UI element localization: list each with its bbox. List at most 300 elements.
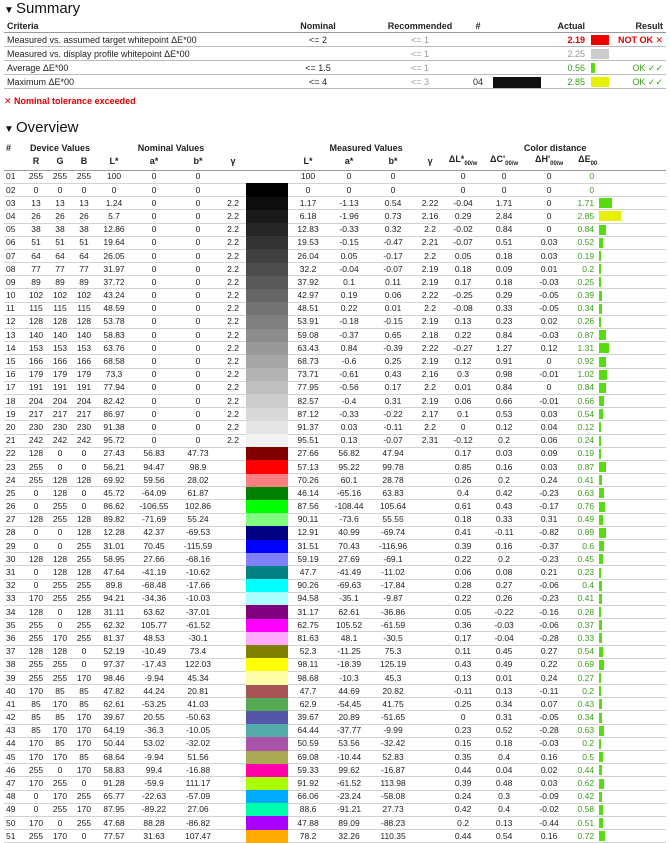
cell-L: 0 (96, 183, 132, 196)
delta-e-bar-cell (596, 197, 666, 210)
cell-g: 2.2 (220, 276, 246, 289)
delta-e-bar-cell (596, 513, 666, 526)
cell-R: 255 (24, 658, 48, 671)
cell-mb: -69.74 (370, 526, 416, 539)
cell-dC: 0.33 (482, 513, 526, 526)
cell-b: 0 (176, 381, 220, 394)
cell-mb: -9.99 (370, 724, 416, 737)
cell-G: 38 (48, 223, 72, 236)
cell-dE: 1.31 (572, 342, 596, 355)
cell-mg (416, 619, 444, 632)
cell-G: 255 (48, 170, 72, 183)
cell-R: 0 (24, 566, 48, 579)
cell-g: 2.2 (220, 381, 246, 394)
cell-dL: 0.43 (444, 658, 482, 671)
cell-dE: 0 (572, 170, 596, 183)
cell-mg (416, 803, 444, 816)
r-header: R (24, 154, 48, 170)
delta-e-bar (599, 673, 601, 683)
cell-R: 26 (24, 210, 48, 223)
color-swatch (246, 816, 288, 829)
delta-e-bar-cell (596, 394, 666, 407)
cell-dL: 0.4 (444, 487, 482, 500)
cell-mb: -9.87 (370, 592, 416, 605)
cell-L: 27.43 (96, 447, 132, 460)
cell-mg: 2.21 (416, 236, 444, 249)
cell-b: 47.73 (176, 447, 220, 460)
summary-table (4, 19, 666, 89)
cell-mg: 2.19 (416, 394, 444, 407)
cell-dE: 0.41 (572, 474, 596, 487)
cell-g (220, 658, 246, 671)
actual-cell: 0.56 (544, 61, 588, 75)
b-header: B (72, 154, 96, 170)
cell-g: 2.2 (220, 394, 246, 407)
delta-e-bar-cell (596, 553, 666, 566)
cell-a: 31.63 (132, 830, 176, 843)
cell-a: 0 (132, 210, 176, 223)
cell-dE: 0.84 (572, 223, 596, 236)
cell-mb: -17.84 (370, 579, 416, 592)
cell-dL: 0.24 (444, 790, 482, 803)
table-row (4, 183, 666, 196)
cell-L: 37.72 (96, 276, 132, 289)
cell-b: -32.02 (176, 737, 220, 750)
summary-toggle[interactable] (0, 0, 84, 18)
delta-e-bar (599, 620, 602, 630)
actual-swatch-cell (588, 47, 612, 61)
criteria-cell: Average ΔE*00 (4, 61, 262, 75)
cell-mg: 2.17 (416, 408, 444, 421)
cell-mg: 2.16 (416, 368, 444, 381)
delta-e-bar (599, 792, 602, 802)
cell-n: 43 (4, 724, 24, 737)
cell-B: 170 (72, 803, 96, 816)
cell-dL: 0.11 (444, 645, 482, 658)
cell-G: 255 (48, 777, 72, 790)
delta-e-bar (599, 291, 602, 301)
cell-mL: 73.71 (288, 368, 328, 381)
cell-R: 128 (24, 645, 48, 658)
cell-mL: 98.11 (288, 658, 328, 671)
cell-B: 128 (72, 566, 96, 579)
delta-e-bar (599, 343, 609, 353)
cell-dC: 0.4 (482, 803, 526, 816)
cell-L: 98.46 (96, 671, 132, 684)
nominal-cell: <= 1.5 (262, 61, 374, 75)
cell-b: -50.63 (176, 711, 220, 724)
cell-R: 38 (24, 223, 48, 236)
cell-mL: 26.04 (288, 249, 328, 262)
delta-e-bar-cell (596, 592, 666, 605)
cell-dH: 0.03 (526, 777, 572, 790)
cell-G: 128 (48, 474, 72, 487)
cell-b: 0 (176, 263, 220, 276)
cell-dE: 0 (572, 183, 596, 196)
cell-dC: 0.33 (482, 302, 526, 315)
cell-mb: -0.11 (370, 421, 416, 434)
cell-B: 230 (72, 421, 96, 434)
color-swatch (246, 605, 288, 618)
cell-dE: 0.2 (572, 737, 596, 750)
cell-G: 26 (48, 210, 72, 223)
cell-dE: 0.28 (572, 605, 596, 618)
cell-a: -68.48 (132, 579, 176, 592)
cell-G: 13 (48, 197, 72, 210)
delta-e-bar-cell (596, 474, 666, 487)
cell-mb: -11.02 (370, 566, 416, 579)
actual-swatch (591, 35, 609, 45)
patch-number-cell: 04 (466, 75, 490, 89)
cell-dH: -0.05 (526, 711, 572, 724)
color-swatch (246, 197, 288, 210)
cell-dL: 0 (444, 711, 482, 724)
cell-ma: 95.22 (328, 460, 370, 473)
cell-mL: 59.19 (288, 553, 328, 566)
cell-dH: -0.06 (526, 619, 572, 632)
delta-e-bar-cell (596, 711, 666, 724)
cell-n: 20 (4, 421, 24, 434)
cell-dE: 0.45 (572, 553, 596, 566)
cell-dL: 0.06 (444, 394, 482, 407)
cell-dH: 0.03 (526, 460, 572, 473)
cell-mL: 12.91 (288, 526, 328, 539)
cell-mg (416, 566, 444, 579)
cell-mb: 75.3 (370, 645, 416, 658)
delta-e-bar-cell (596, 210, 666, 223)
cell-B: 128 (72, 474, 96, 487)
cell-G: 170 (48, 698, 72, 711)
cell-g (220, 724, 246, 737)
table-row (4, 737, 666, 750)
cell-B: 0 (72, 658, 96, 671)
cell-dE: 0.24 (572, 434, 596, 447)
cell-L: 39.67 (96, 711, 132, 724)
cell-n: 24 (4, 474, 24, 487)
nominal-values-header: Nominal Values (137, 143, 205, 153)
cell-b: -16.88 (176, 764, 220, 777)
cell-dH: -0.17 (526, 500, 572, 513)
cell-L: 89.8 (96, 579, 132, 592)
cell-dH: 0.22 (526, 658, 572, 671)
cell-a: 0 (132, 289, 176, 302)
cell-G: 128 (48, 487, 72, 500)
cell-dL: 0.2 (444, 816, 482, 829)
cell-mg (416, 487, 444, 500)
color-swatch (246, 724, 288, 737)
cell-ma: 0.03 (328, 421, 370, 434)
measured-values-header: Measured Values (329, 143, 403, 153)
cell-dE: 0.49 (572, 513, 596, 526)
cell-n: 34 (4, 605, 24, 618)
cell-R: 217 (24, 408, 48, 421)
cell-R: 255 (24, 764, 48, 777)
cell-n: 23 (4, 460, 24, 473)
cell-dC: 0.18 (482, 249, 526, 262)
cell-b: 45.34 (176, 671, 220, 684)
cell-g: 2.2 (220, 289, 246, 302)
table-row (4, 711, 666, 724)
cell-B: 85 (72, 698, 96, 711)
delta-e-bar (599, 713, 602, 723)
cell-R: 89 (24, 276, 48, 289)
cell-a: -10.49 (132, 645, 176, 658)
cell-dC: 0.53 (482, 408, 526, 421)
cell-R: 170 (24, 751, 48, 764)
cell-mL: 31.17 (288, 605, 328, 618)
device-values-header: Device Values (29, 143, 91, 153)
cell-dH: 0.24 (526, 474, 572, 487)
cell-n: 25 (4, 487, 24, 500)
cell-dH: 0.12 (526, 342, 572, 355)
cell-dH: 0 (526, 210, 572, 223)
cell-L: 5.7 (96, 210, 132, 223)
cell-a: 0 (132, 236, 176, 249)
cell-dE: 0.12 (572, 421, 596, 434)
cell-g (220, 685, 246, 698)
cell-B: 242 (72, 434, 96, 447)
color-swatch (246, 487, 288, 500)
cell-dH: 0 (526, 381, 572, 394)
cell-dL: 0 (444, 183, 482, 196)
cell-L: 58.83 (96, 329, 132, 342)
cell-dH: 0 (526, 183, 572, 196)
cell-b: 0 (176, 183, 220, 196)
table-row (4, 751, 666, 764)
cell-dC: 1.27 (482, 342, 526, 355)
color-swatch (246, 434, 288, 447)
cell-n: 32 (4, 579, 24, 592)
cell-dH: 0 (526, 170, 572, 183)
cell-mb: -116.96 (370, 540, 416, 553)
cell-mb: -36.86 (370, 605, 416, 618)
cell-dC: 0.84 (482, 223, 526, 236)
cell-mb: 0.25 (370, 355, 416, 368)
delta-e-bar-cell (596, 263, 666, 276)
cell-dC: 0 (482, 170, 526, 183)
cell-b: -86.82 (176, 816, 220, 829)
cell-dC: 0.84 (482, 329, 526, 342)
cell-g: 2.2 (220, 263, 246, 276)
color-swatch (246, 460, 288, 473)
cell-mL: 52.3 (288, 645, 328, 658)
cell-dH: -0.28 (526, 724, 572, 737)
cell-L: 82.42 (96, 394, 132, 407)
cell-dE: 0.23 (572, 566, 596, 579)
cell-a: 99.4 (132, 764, 176, 777)
cell-b: 107.47 (176, 830, 220, 843)
cell-mb: 0.73 (370, 210, 416, 223)
cell-mg: 2.19 (416, 315, 444, 328)
num-header: # (6, 143, 12, 153)
cell-mb: 63.83 (370, 487, 416, 500)
color-swatch (246, 526, 288, 539)
cell-B: 255 (72, 619, 96, 632)
cell-R: 0 (24, 579, 48, 592)
cell-dH: 0.02 (526, 764, 572, 777)
delta-e-bar-cell (596, 434, 666, 447)
cell-dE: 0.76 (572, 500, 596, 513)
cell-B: 77 (72, 263, 96, 276)
cell-R: 255 (24, 632, 48, 645)
actual-swatch (591, 49, 609, 59)
cell-mg (416, 711, 444, 724)
cell-L: 94.21 (96, 592, 132, 605)
cell-ma: 32.26 (328, 830, 370, 843)
cell-dL: -0.27 (444, 342, 482, 355)
cell-mL: 78.2 (288, 830, 328, 843)
overview-toggle[interactable] (0, 119, 83, 137)
cell-b: -10.62 (176, 566, 220, 579)
cell-a: 0 (132, 276, 176, 289)
cell-ma: -41.49 (328, 566, 370, 579)
cell-n: 11 (4, 302, 24, 315)
cell-mg (416, 830, 444, 843)
cell-mL: 32.2 (288, 263, 328, 276)
cell-R: 0 (24, 803, 48, 816)
cell-mL: 91.37 (288, 421, 328, 434)
cell-dE: 0.62 (572, 777, 596, 790)
table-row (4, 249, 666, 262)
cell-dH: -0.01 (526, 368, 572, 381)
cell-dH: 0.06 (526, 434, 572, 447)
cell-b: 0 (176, 210, 220, 223)
cell-ma: -0.61 (328, 368, 370, 381)
cell-dC: 0.49 (482, 658, 526, 671)
cell-dE: 0.25 (572, 276, 596, 289)
cell-R: 128 (24, 315, 48, 328)
cell-B: 191 (72, 381, 96, 394)
delta-e-bar-cell (596, 276, 666, 289)
cell-ma: -23.24 (328, 790, 370, 803)
cell-n: 39 (4, 671, 24, 684)
cell-mL: 59.33 (288, 764, 328, 777)
cell-dL: 0.41 (444, 526, 482, 539)
cell-L: 26.05 (96, 249, 132, 262)
delta-e-bar (599, 383, 606, 393)
cell-b: -61.52 (176, 619, 220, 632)
delta-e-bar-cell (596, 460, 666, 473)
cell-B: 170 (72, 711, 96, 724)
cell-G: 153 (48, 342, 72, 355)
cell-mg: 2.2 (416, 381, 444, 394)
cell-G: 204 (48, 394, 72, 407)
cell-R: 166 (24, 355, 48, 368)
cell-a: 0 (132, 329, 176, 342)
cell-B: 204 (72, 394, 96, 407)
cell-mg (416, 816, 444, 829)
cell-dC: 0.13 (482, 816, 526, 829)
cell-mg: 2.19 (416, 276, 444, 289)
cell-B: 128 (72, 315, 96, 328)
table-row (4, 513, 666, 526)
delta-e-bar-cell (596, 302, 666, 315)
cell-g (220, 513, 246, 526)
table-row (4, 777, 666, 790)
delta-e-bar (599, 436, 601, 446)
cell-L: 56.21 (96, 460, 132, 473)
cell-mL: 31.51 (288, 540, 328, 553)
cell-B: 255 (72, 790, 96, 803)
cell-L: 77.57 (96, 830, 132, 843)
cell-R: 102 (24, 289, 48, 302)
cell-dC: 0.09 (482, 263, 526, 276)
cell-n: 33 (4, 592, 24, 605)
cell-mL: 90.11 (288, 513, 328, 526)
cell-G: 242 (48, 434, 72, 447)
delta-e-bar-cell (596, 236, 666, 249)
cell-mg (416, 513, 444, 526)
cell-ma: -35.1 (328, 592, 370, 605)
cell-mL: 37.92 (288, 276, 328, 289)
cell-dH: -0.02 (526, 803, 572, 816)
cell-g: 2.2 (220, 342, 246, 355)
cell-B: 170 (72, 764, 96, 777)
delta-e-bar (599, 699, 602, 709)
cell-dE: 0.2 (572, 263, 596, 276)
table-row (4, 210, 666, 223)
cell-g (220, 751, 246, 764)
recommended-cell: <= 3 (374, 75, 466, 89)
cell-ma: -18.39 (328, 658, 370, 671)
cell-R: 85 (24, 698, 48, 711)
cell-ma: -0.15 (328, 236, 370, 249)
cell-dL: 0 (444, 170, 482, 183)
cell-dC: 0.48 (482, 777, 526, 790)
color-swatch (246, 803, 288, 816)
summary-row (4, 61, 666, 75)
delta-e-bar (599, 211, 621, 221)
cell-dC: 0.2 (482, 553, 526, 566)
cell-G: 0 (48, 764, 72, 777)
cell-a: -9.94 (132, 671, 176, 684)
cell-mb: 45.3 (370, 671, 416, 684)
cell-g (220, 474, 246, 487)
cell-mL: 88.6 (288, 803, 328, 816)
delta-e-bar-cell (596, 183, 666, 196)
cell-dC: 0.4 (482, 751, 526, 764)
cell-dE: 0.34 (572, 711, 596, 724)
delta-c-header: $\Delta C'_{00/w}$ (482, 154, 526, 170)
overview-column-header-row (4, 154, 666, 170)
actual-header: Actual (544, 19, 588, 33)
cell-b: 102.86 (176, 500, 220, 513)
table-row (4, 671, 666, 684)
cell-dE: 0.54 (572, 408, 596, 421)
actual-cell: 2.25 (544, 47, 588, 61)
cell-G: 128 (48, 566, 72, 579)
cell-g (220, 592, 246, 605)
cell-n: 14 (4, 342, 24, 355)
result-header: Result (612, 19, 666, 33)
table-row (4, 408, 666, 421)
table-row (4, 487, 666, 500)
cell-dC: 0.27 (482, 579, 526, 592)
delta-e-bar (599, 726, 604, 736)
cell-mg (416, 526, 444, 539)
cell-g (220, 777, 246, 790)
color-swatch (246, 632, 288, 645)
cell-a: -34.36 (132, 592, 176, 605)
cell-L: 47.82 (96, 685, 132, 698)
cell-dE: 0.39 (572, 289, 596, 302)
delta-e-bar (599, 225, 606, 235)
delta-e-bar-cell (596, 566, 666, 579)
cell-b: 0 (176, 434, 220, 447)
table-row (4, 447, 666, 460)
cell-G: 77 (48, 263, 72, 276)
cell-B: 170 (72, 671, 96, 684)
